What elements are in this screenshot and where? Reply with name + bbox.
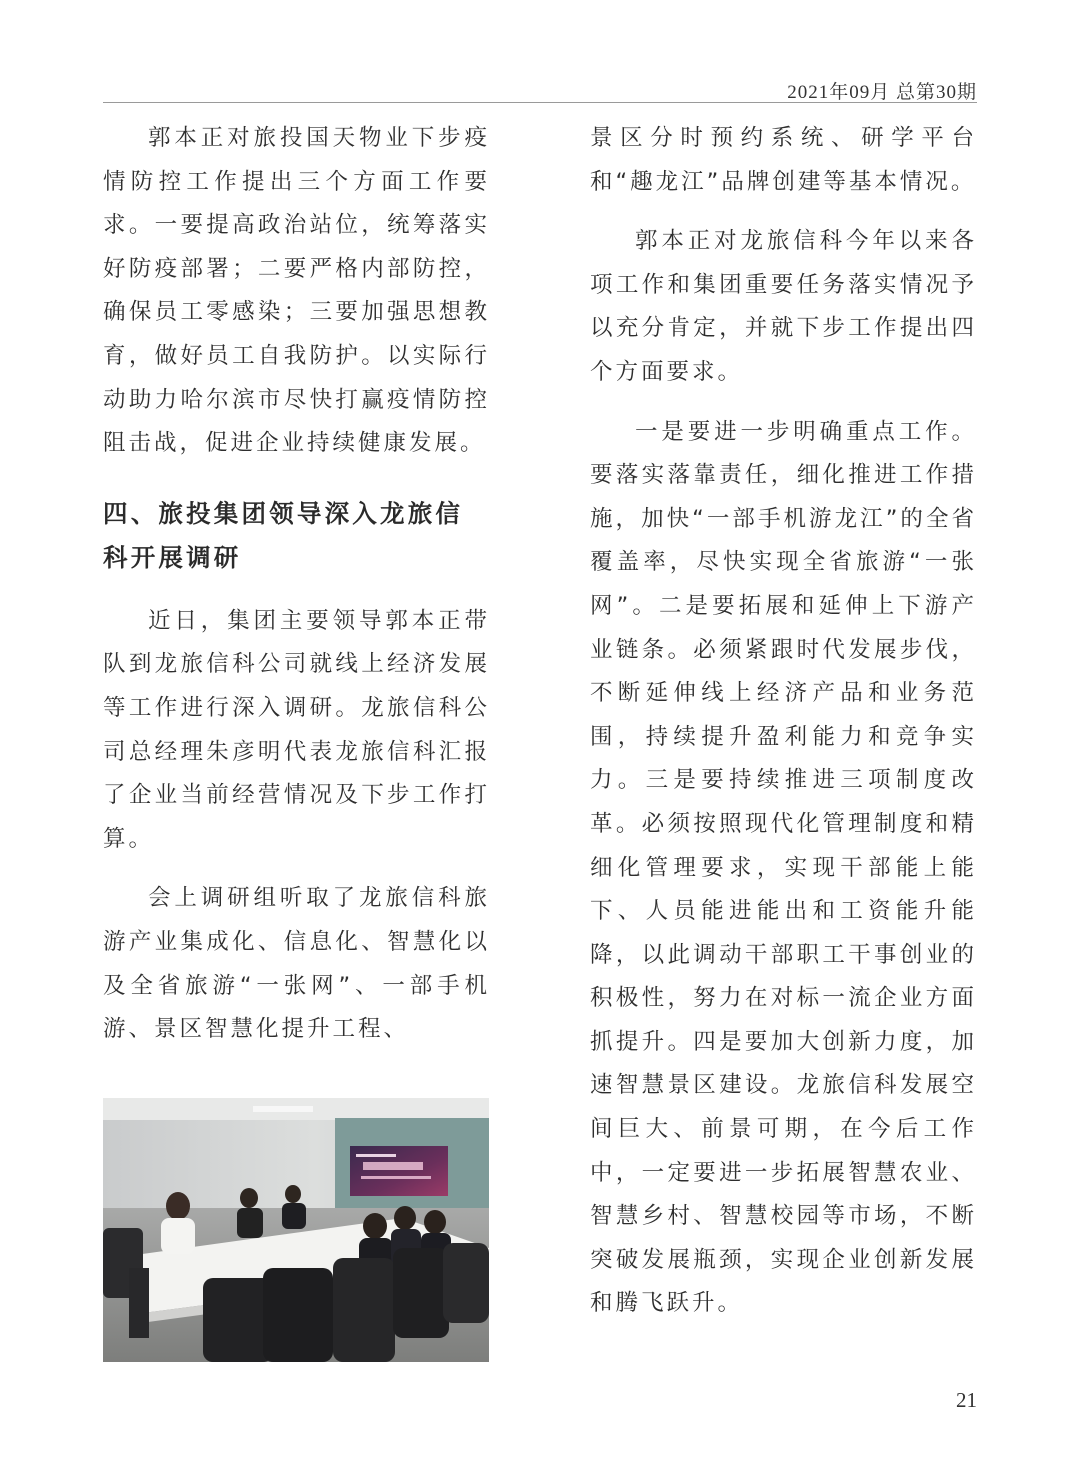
paragraph-four-requirements: 一是要进一步明确重点工作。要落实落靠责任，细化推进工作措施，加快“一部手机游龙江”的全省覆盖率，尽快实现全省旅游“一张网”。二是要拓展和延伸上下游产业链条。必须紧跟时代发展步伐，不断延伸线上经济产品和业务范围，持续提升盈利能力和竞争实力。三是要持续推进三项制度改革。必须按照现代化管理制度和精细化管理要求，实现干部能上能下、人员能进能出和工资能升能降，以此调动干部职工干事创业的积极性，努力在对标一流企业方面抓提升。四是要加大创新力度，加速智慧景区建设。龙旅信科发展空间巨大、前景可期，在今后工作中，一定要进一步拓展智慧农业、智慧乡村、智慧校园等市场，不断突破发展瓶颈，实现企业创新发展和腾飞跃升。 [590,418,977,1317]
issue-header: 2021年09月 总第30期 [787,82,977,103]
section-heading: 四、旅投集团领导深入龙旅信科开展调研 [103,498,464,572]
header-rule [103,102,977,103]
paragraph-meeting-report: 会上调研组听取了龙旅信科旅游产业集成化、信息化、智慧化以及全省旅游“一张网”、一部手机游、景区智慧化提升工程、 [103,885,490,1043]
right-column [590,117,977,1326]
paragraph-continued-briefing: 景区分时预约系统、研学平台和“趣龙江”品牌创建等基本情况。 [590,125,977,195]
paragraph-epidemic-requirements: 郭本正对旅投国天物业下步疫情防控工作提出三个方面工作要求。一要提高政治站位，统筹落实好防疫部署；二要严格内部防控，确保员工零感染；三要加强思想教育，做好员工自我防护。以实际行动助力哈尔滨市尽快打赢疫情防控阻击战，促进企业持续健康发展。 [103,125,490,457]
left-column [103,117,490,1052]
page-number: 21 [956,1388,977,1412]
paragraph-affirmation: 郭本正对龙旅信科今年以来各项工作和集团重要任务落实情况予以充分肯定，并就下步工作提出四个方面要求。 [590,228,977,385]
meeting-room-photo [103,1098,489,1362]
paragraph-research-visit: 近日，集团主要领导郭本正带队到龙旅信科公司就线上经济发展等工作进行深入调研。龙旅信科公司总经理朱彦明代表龙旅信科汇报了企业当前经营情况及下步工作打算。 [103,607,490,852]
